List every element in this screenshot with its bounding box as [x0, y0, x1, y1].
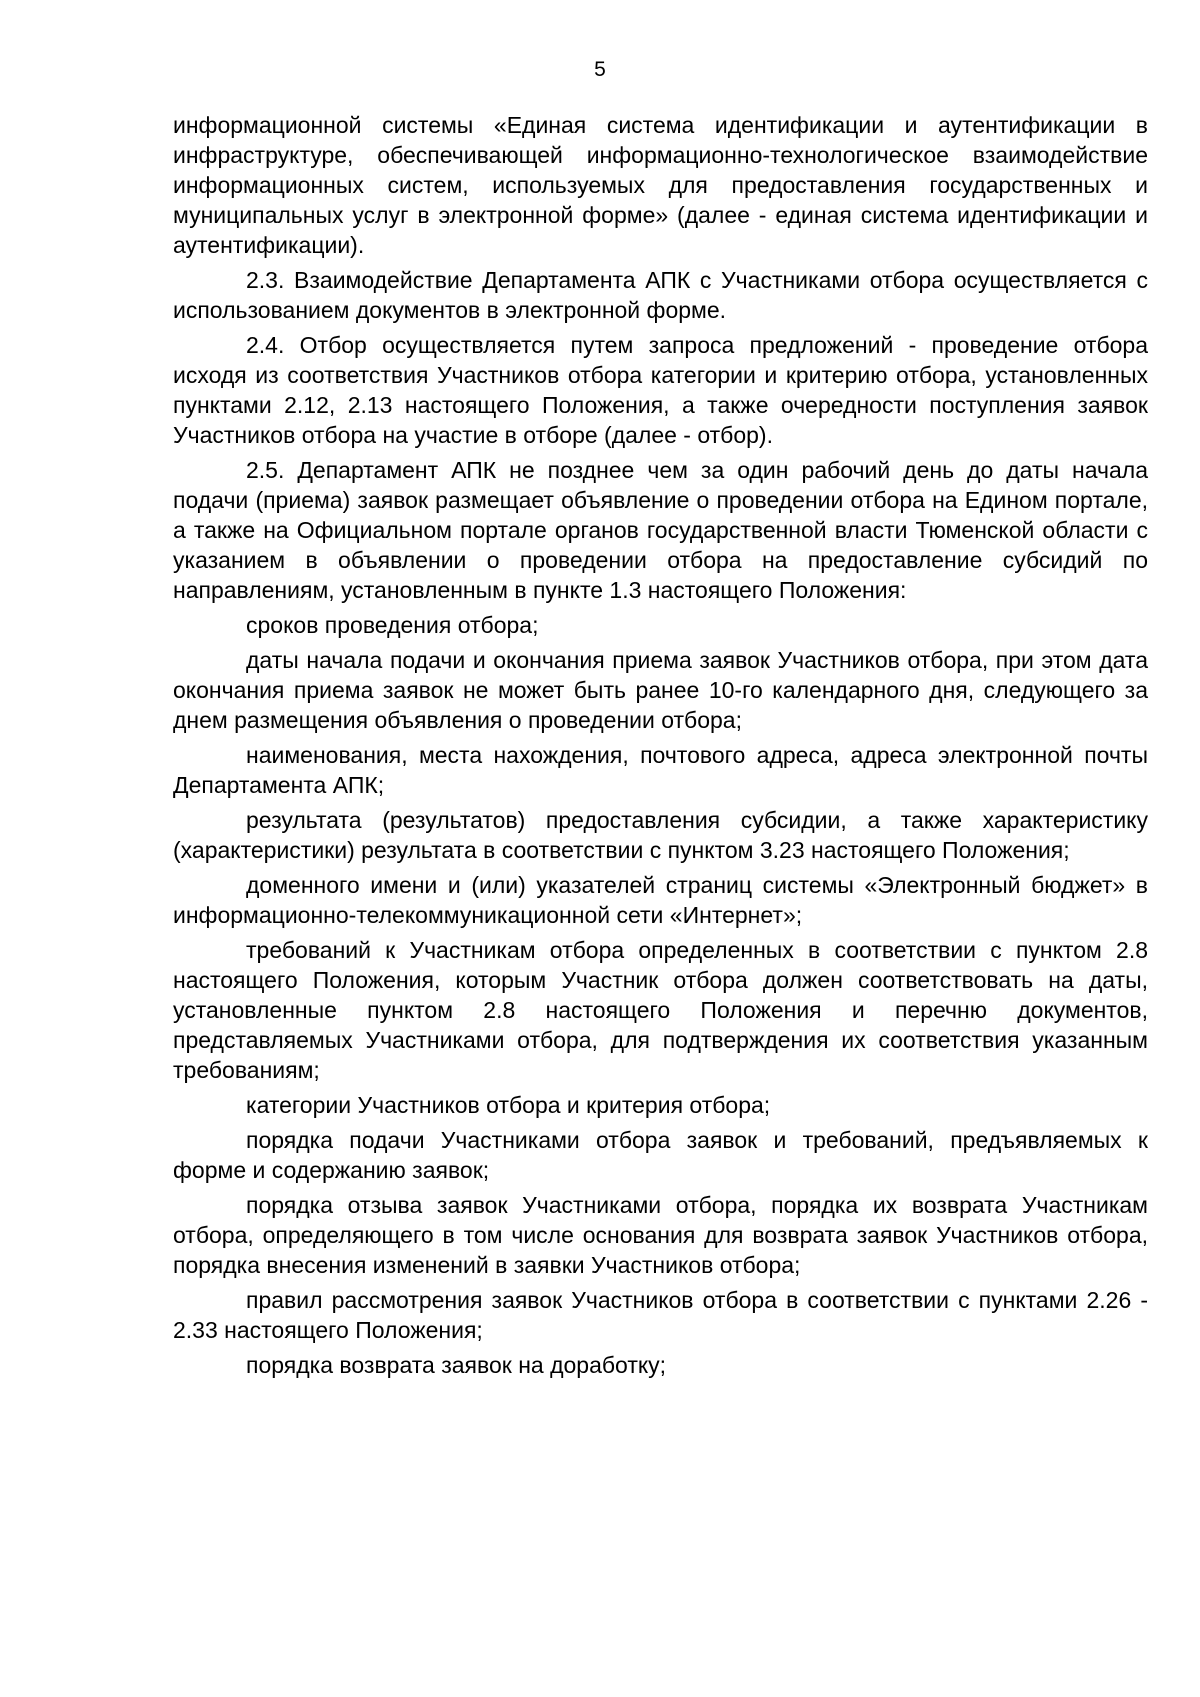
paragraph-2-4: 2.4. Отбор осуществляется путем запроса предложений - проведение отбора исходя из соответствия Участников отбора категории и критерию отбора, установленных пунктами 2.12, 2.13 настоящего Положения, а также очередности поступления заявок Участников отбора на участие в отборе (далее - отбор). — [173, 332, 1148, 448]
list-item-withdrawal: порядка отзыва заявок Участниками отбора, порядка их возврата Участникам отбора, определяющего в том числе основания для возврата заявок Участников отбора, порядка внесения изменений в заявки Участников отбора; — [173, 1192, 1148, 1278]
list-item-requirements: требований к Участникам отбора определенных в соответствии с пунктом 2.8 настоящего Положения, которым Участник отбора должен соответствовать на даты, установленные пунктом 2.8 настоящего Положения и перечню документов, представляемых Участниками отбора, для подтверждения их соответствия указанным требованиям; — [173, 937, 1148, 1083]
document-body — [173, 110, 1148, 1385]
list-item-review-rules: правил рассмотрения заявок Участников отбора в соответствии с пунктами 2.26 - 2.33 настоящего Положения; — [173, 1287, 1148, 1343]
list-item-results: результата (результатов) предоставления субсидии, а также характеристику (характеристики) результата в соответствии с пунктом 3.23 настоящего Положения; — [173, 807, 1148, 863]
list-item-return: порядка возврата заявок на доработку; — [246, 1352, 667, 1378]
paragraph-2-3: 2.3. Взаимодействие Департамента АПК с Участниками отбора осуществляется с использованием документов в электронной форме. — [173, 267, 1148, 323]
list-item-domain: доменного имени и (или) указателей страниц системы «Электронный бюджет» в информационно-телекоммуникационной сети «Интернет»; — [173, 872, 1148, 928]
page-number: 5 — [594, 58, 606, 81]
paragraph-2-5: 2.5. Департамент АПК не позднее чем за один рабочий день до даты начала подачи (приема) заявок размещает объявление о проведении отбора на Едином портале, а также на Официальном портале органов государственной власти Тюменской области с указанием в объявлении о проведении отбора на предоставление субсидий по направлениям, установленным в пункте 1.3 настоящего Положения: — [173, 457, 1148, 603]
list-item-dates: даты начала подачи и окончания приема заявок Участников отбора, при этом дата окончания приема заявок не может быть ранее 10-го календарного дня, следующего за днем размещения объявления о проведении отбора; — [173, 647, 1148, 733]
paragraph-continuation: информационной системы «Единая система идентификации и аутентификации в инфраструктуре, обеспечивающей информационно-технологическое взаимодействие информационных систем, используемых для предоставления государственных и муниципальных услуг в электронной форме» (далее - единая система идентификации и аутентификации). — [173, 112, 1148, 258]
list-item-contacts: наименования, места нахождения, почтового адреса, адреса электронной почты Департамента АПК; — [173, 742, 1148, 798]
list-item-categories: категории Участников отбора и критерия отбора; — [246, 1092, 771, 1118]
list-item-deadlines: сроков проведения отбора; — [246, 612, 539, 638]
list-item-submission: порядка подачи Участниками отбора заявок и требований, предъявляемых к форме и содержанию заявок; — [173, 1127, 1148, 1183]
